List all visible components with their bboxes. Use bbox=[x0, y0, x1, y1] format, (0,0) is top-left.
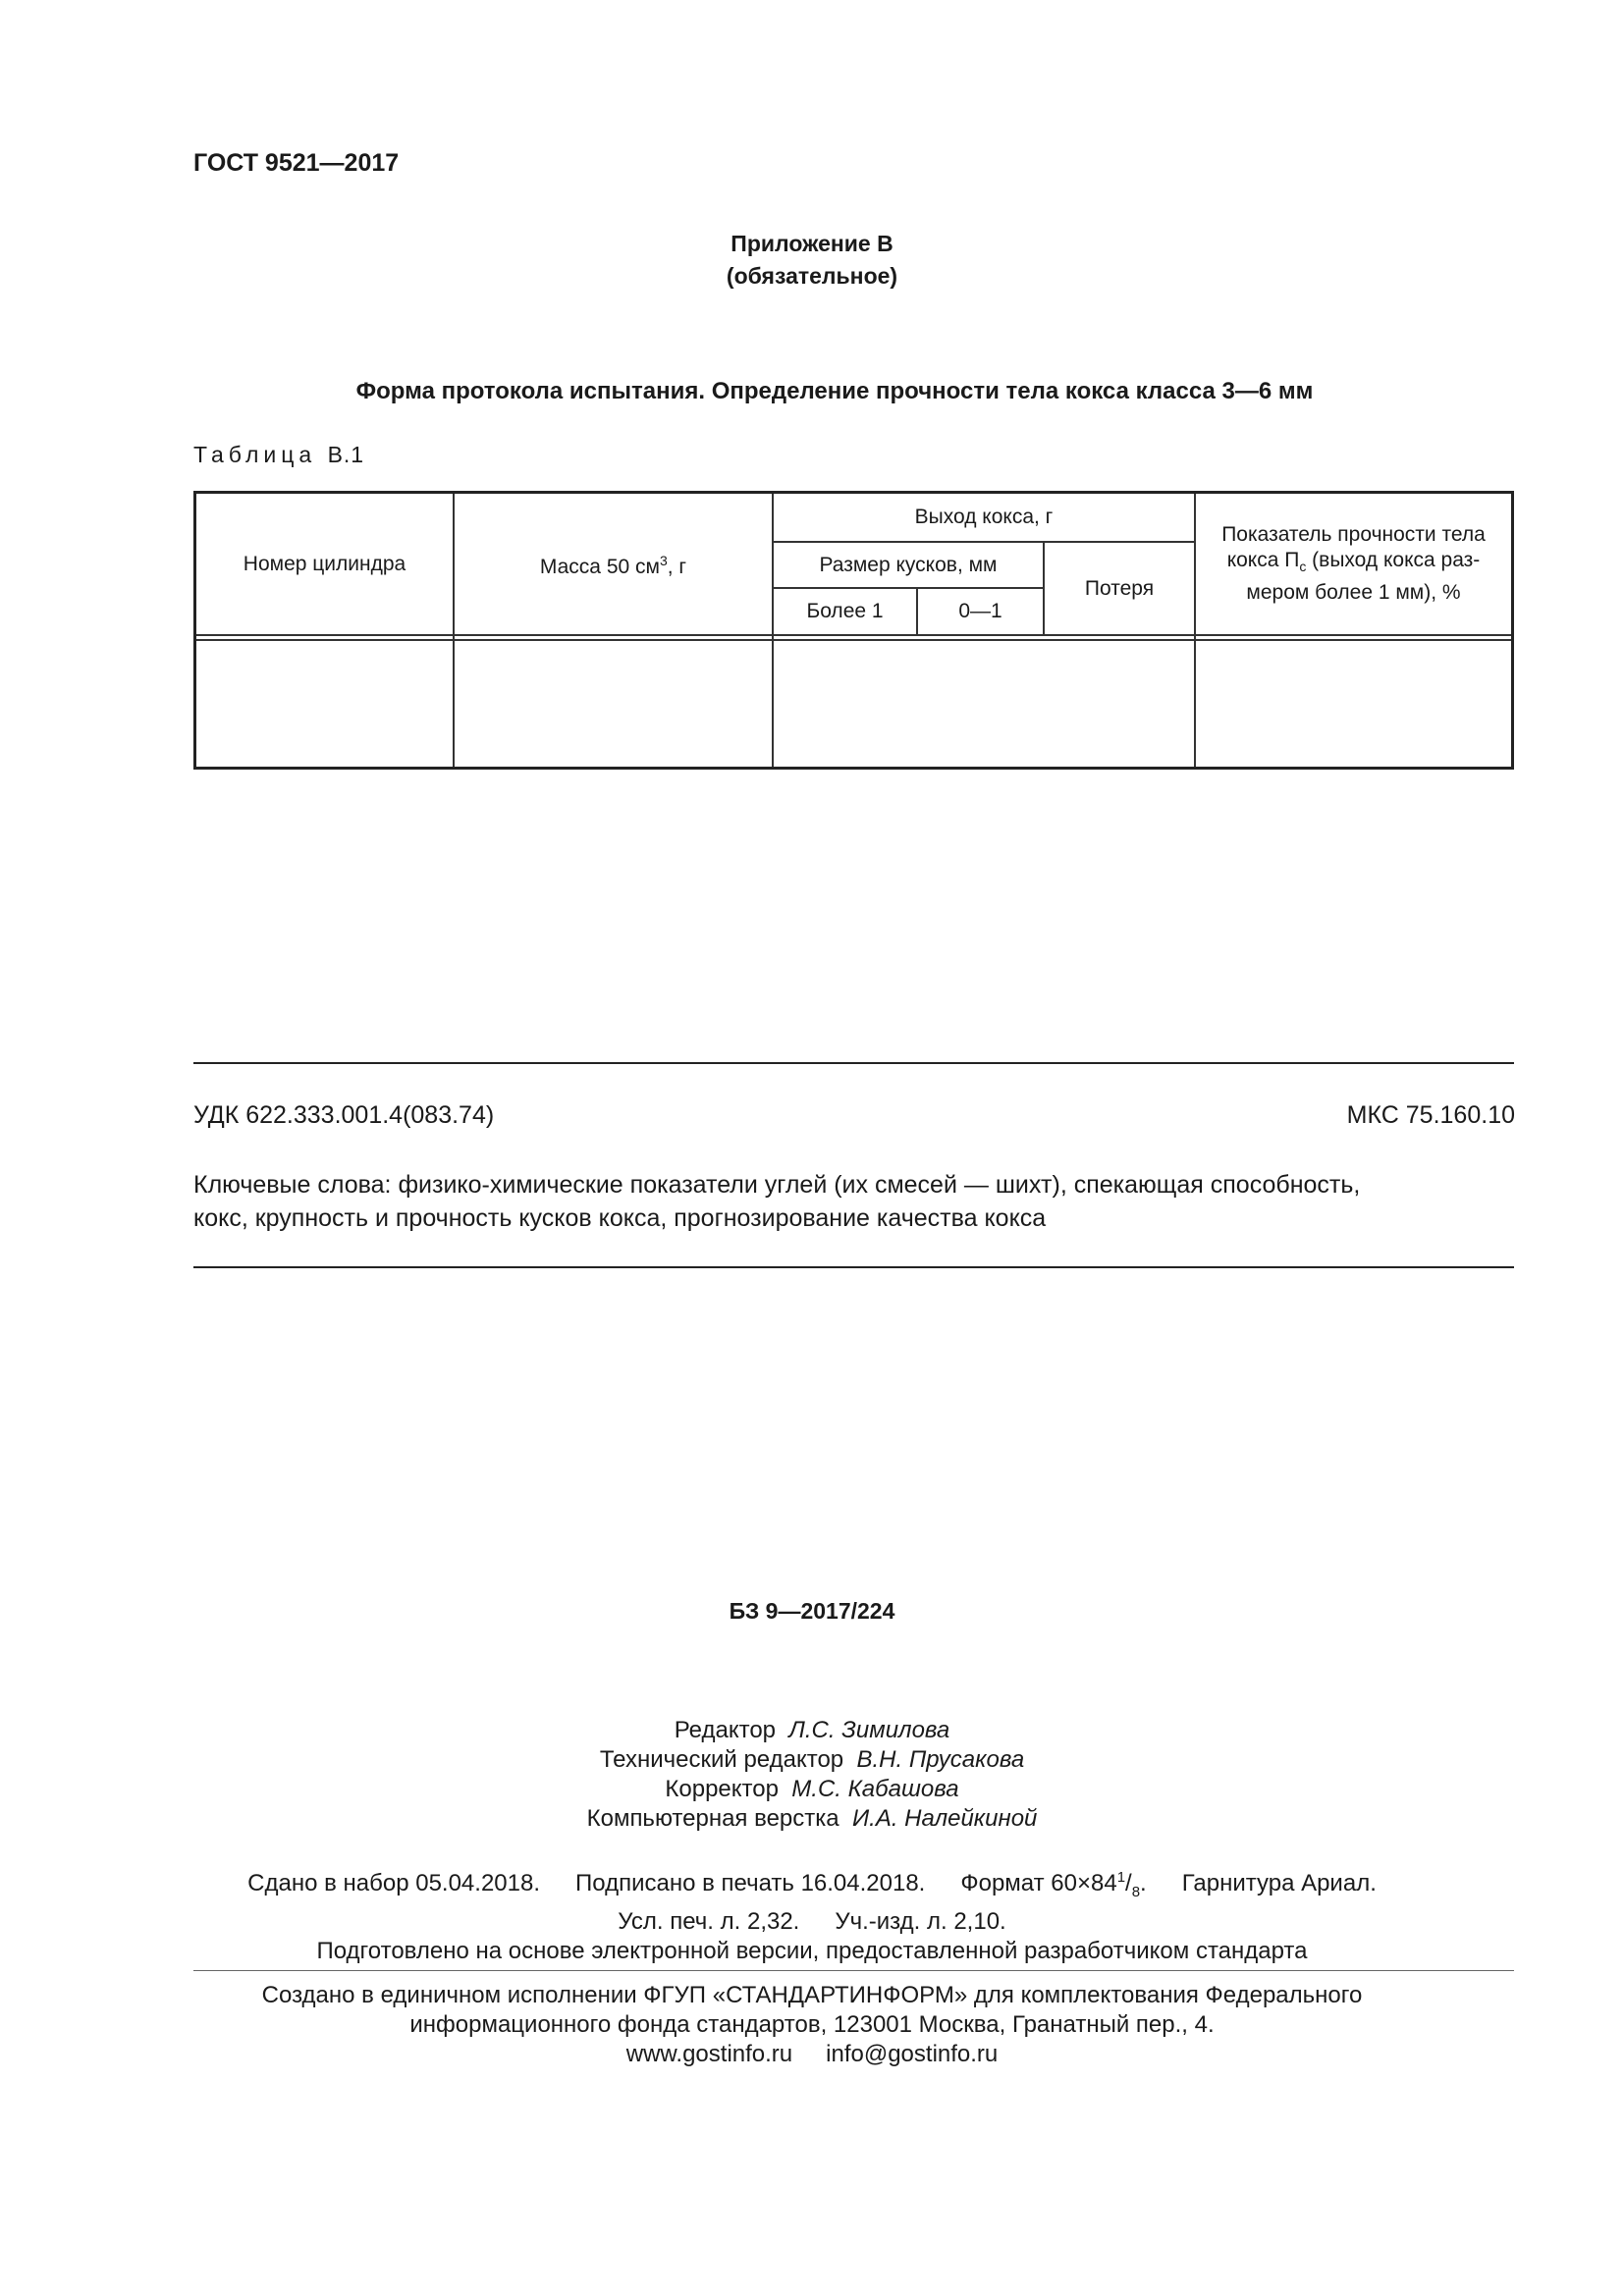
table-caption bbox=[193, 442, 364, 468]
editor-label: Редактор bbox=[674, 1717, 777, 1743]
keywords bbox=[193, 1168, 1519, 1235]
strength-subscript: с bbox=[1299, 559, 1307, 575]
appendix-title: Приложение В bbox=[731, 231, 893, 256]
header-0-1: 0—1 bbox=[958, 600, 1002, 622]
divider-top bbox=[193, 1062, 1514, 1064]
format-prefix: Формат 60×84 bbox=[960, 1870, 1117, 1896]
layout-label: Компьютерная верстка bbox=[586, 1805, 839, 1832]
form-title: Форма протокола испытания. Определение прочности тела кокса класса 3—6 мм bbox=[355, 378, 1314, 404]
mass-label: Масса 50 см bbox=[539, 556, 660, 578]
mass-unit: , г bbox=[667, 556, 687, 578]
appendix-heading bbox=[0, 228, 1624, 293]
prepared-note: Подготовлено на основе электронной версии, предоставленной разработчиком стандарта bbox=[316, 1937, 1308, 1964]
corrector-label: Корректор bbox=[665, 1776, 779, 1802]
table-caption-word: Таблица bbox=[193, 442, 317, 467]
strength-line-2-b: (выход кокса раз- bbox=[1306, 549, 1481, 572]
footer-contacts bbox=[0, 2040, 1624, 2069]
credit-layout bbox=[0, 1804, 1624, 1834]
document-code: ГОСТ 9521—2017 bbox=[193, 149, 400, 177]
header-more-than-1: Более 1 bbox=[806, 600, 884, 622]
header-mass bbox=[455, 494, 772, 634]
tech-editor-label: Технический редактор bbox=[599, 1746, 844, 1773]
email-link[interactable]: info@gostinfo.ru bbox=[826, 2041, 999, 2067]
credit-tech-editor bbox=[0, 1745, 1624, 1775]
footer-line-2: информационного фонда стандартов, 123001 Москва, Гранатный пер., 4. bbox=[409, 2011, 1215, 2038]
divider-keywords bbox=[193, 1266, 1514, 1268]
udk-code: УДК 622.333.001.4(083.74) bbox=[193, 1101, 495, 1129]
header-piece-size: Размер кусков, мм bbox=[819, 553, 998, 576]
format-denominator: 8 bbox=[1131, 1883, 1141, 1900]
strength-line-2 bbox=[1227, 548, 1481, 579]
credit-editor bbox=[0, 1716, 1624, 1745]
format-slash: / bbox=[1125, 1870, 1132, 1896]
keywords-line-1: Ключевые слова: физико-химические показатели углей (их смесей — шихт), спекающая способность, bbox=[193, 1171, 1361, 1199]
table-caption-number: В.1 bbox=[327, 442, 365, 467]
format-numerator: 1 bbox=[1116, 1869, 1126, 1886]
header-coke-yield: Выход кокса, г bbox=[914, 506, 1054, 528]
typeset-date: Сдано в набор 05.04.2018. bbox=[247, 1870, 541, 1896]
strength-line-2-a: кокса П bbox=[1226, 549, 1300, 572]
mks-code: МКС 75.160.10 bbox=[1346, 1101, 1515, 1129]
print-info-line-2 bbox=[0, 1907, 1624, 1937]
font-info: Гарнитура Ариал. bbox=[1181, 1870, 1377, 1896]
mass-exponent: 3 bbox=[659, 553, 668, 568]
print-info-line-1 bbox=[0, 1863, 1624, 1907]
editor-name: Л.С. Зимилова bbox=[788, 1717, 950, 1743]
footer-line-1: Создано в единичном исполнении ФГУП «СТАНДАРТИНФОРМ» для комплектования Федерального bbox=[261, 1982, 1363, 2008]
header-cylinder-number: Номер цилиндра bbox=[243, 552, 406, 575]
credit-corrector bbox=[0, 1775, 1624, 1804]
format bbox=[960, 1869, 1147, 1900]
corrector-name: М.С. Кабашова bbox=[791, 1776, 959, 1802]
pub-sheets: Уч.-изд. л. 2,10. bbox=[835, 1907, 1006, 1935]
layout-name: И.А. Налейкиной bbox=[851, 1805, 1038, 1832]
format-suffix: . bbox=[1140, 1870, 1147, 1896]
strength-line-3: мером более 1 мм), % bbox=[1246, 580, 1461, 604]
bz-code: БЗ 9—2017/224 bbox=[729, 1598, 895, 1624]
website-link[interactable]: www.gostinfo.ru bbox=[625, 2041, 793, 2067]
credits bbox=[0, 1716, 1624, 1834]
print-info bbox=[0, 1863, 1624, 1966]
print-sheets: Усл. печ. л. 2,32. bbox=[618, 1907, 800, 1935]
divider-bottom bbox=[193, 1970, 1514, 1971]
protocol-table bbox=[193, 491, 1514, 770]
appendix-status: (обязательное) bbox=[726, 263, 898, 289]
table-divider bbox=[196, 639, 1511, 641]
header-loss: Потеря bbox=[1084, 576, 1155, 600]
strength-line-1: Показатель прочности тела bbox=[1221, 523, 1486, 547]
keywords-line-2: кокс, крупность и прочность кусков кокса, прогнозирование качества кокса bbox=[193, 1204, 1047, 1232]
tech-editor-name: В.Н. Прусакова bbox=[856, 1746, 1025, 1773]
footer bbox=[0, 1981, 1624, 2069]
header-strength-index bbox=[1196, 494, 1511, 634]
signed-date: Подписано в печать 16.04.2018. bbox=[575, 1870, 926, 1896]
table-divider bbox=[196, 634, 1511, 636]
